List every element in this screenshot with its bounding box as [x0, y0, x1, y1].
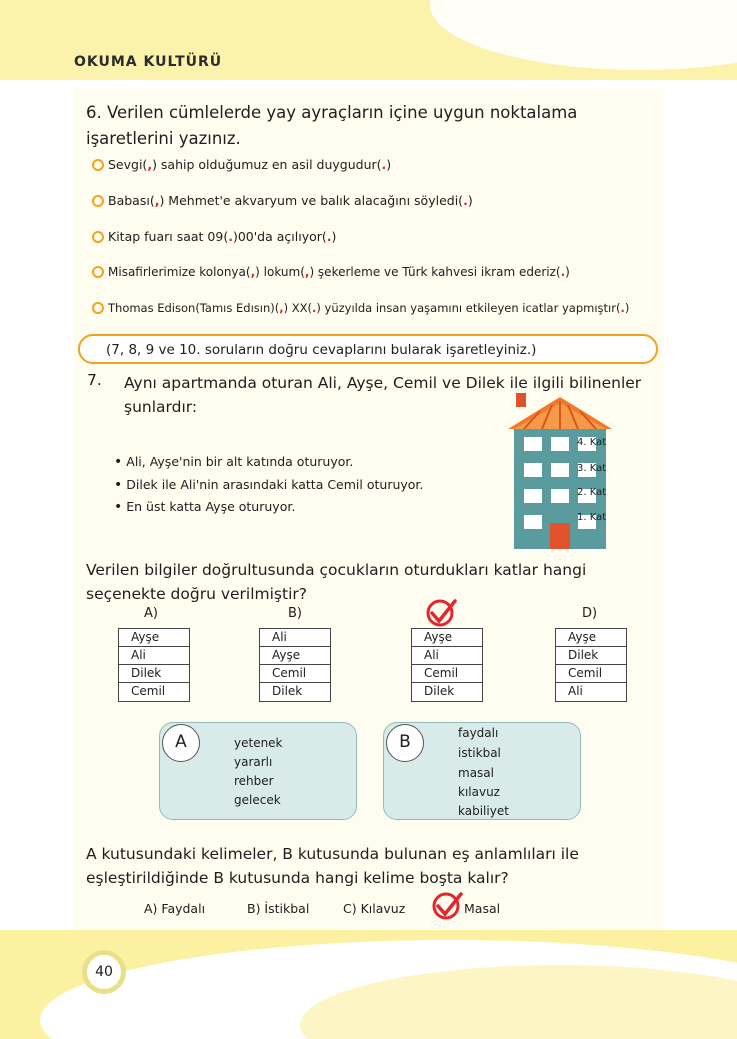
section-title: OKUMA KULTÜRÜ [74, 54, 223, 70]
correct-answer-check-icon [424, 598, 460, 628]
choice-c[interactable]: C) Kılavuz [343, 901, 406, 916]
q6-item: Sevgi( , ) sahip olduğumuz en asil duygudur( . ) [92, 157, 391, 172]
floor-label-1: 1. Kat [577, 512, 607, 523]
option-a-table[interactable]: Ayşe Ali Dilek Cemil [118, 628, 190, 702]
box-b-word: kabiliyet [458, 804, 509, 818]
box-a-word: yararlı [234, 755, 273, 769]
floor-label-3: 3. Kat [577, 463, 607, 474]
answer-mark: . [326, 229, 332, 244]
option-d-letter: D) [582, 606, 598, 621]
answer-mark: . [381, 157, 387, 172]
answer-mark: , [304, 265, 310, 279]
option-b-letter: B) [288, 606, 302, 621]
box-a-word: rehber [234, 774, 274, 788]
floor-label-2: 2. Kat [577, 487, 607, 498]
box-a-word: yetenek [234, 736, 283, 750]
choice-b[interactable]: B) İstikbal [247, 901, 310, 916]
answer-mark: , [147, 157, 153, 172]
fact-item: • En üst katta Ayşe oturuyor. [114, 499, 295, 515]
choice-a[interactable]: A) Faydalı [144, 901, 206, 916]
answer-mark: , [250, 265, 256, 279]
answer-mark: . [620, 301, 625, 315]
floor-label-4: 4. Kat [577, 437, 607, 448]
fact-item: • Dilek ile Ali'nin arasındaki katta Cemil oturuyor. [114, 477, 423, 493]
box-b-word: faydalı [458, 726, 499, 740]
bullet-ring-icon [92, 302, 104, 314]
box-b-word: masal [458, 766, 494, 780]
option-b-table[interactable]: Ali Ayşe Cemil Dilek [259, 628, 331, 702]
page-number: 40 [82, 950, 126, 994]
bullet-ring-icon [92, 266, 104, 278]
answer-mark: , [279, 301, 284, 315]
instruction-text: (7, 8, 9 ve 10. soruların doğru cevaplarını bularak işaretleyiniz.) [106, 342, 537, 358]
question-7-number: 7. [87, 371, 102, 389]
bullet-ring-icon [92, 231, 104, 243]
q6-item: Babası( , ) Mehmet'e akvaryum ve balık alacağını söyledi( . ) [92, 193, 473, 208]
answer-mark: . [463, 193, 468, 208]
question-7-prompt: Verilen bilgiler doğrultusunda çocukların oturdukları katlar hangi seçenekte doğru verilmiştir? [86, 561, 587, 603]
q6-item: Misafirlerimize kolonya( , ) lokum( , ) şekerleme ve Türk kahvesi ikram ederiz( . ) [92, 265, 570, 279]
box-b-word: istikbal [458, 746, 501, 760]
instruction-box [78, 334, 658, 364]
fact-item: • Ali, Ayşe'nin bir alt katında oturuyor. [114, 454, 353, 470]
bullet-ring-icon [92, 159, 104, 171]
box-b-badge: B [386, 724, 424, 762]
question-7-intro: Aynı apartmanda oturan Ali, Ayşe, Cemil ve Dilek ile ilgili bilinenler şunlardır: [124, 374, 642, 416]
answer-mark: . [560, 265, 566, 279]
option-c-table[interactable]: Ayşe Ali Cemil Dilek [411, 628, 483, 702]
box-a-badge: A [162, 724, 200, 762]
choice-d[interactable]: Masal [464, 901, 501, 916]
q6-item: Thomas Edison(Tamıs Edısın)( , ) XX( . ) yüzyılda insan yaşamını etkileyen icatlar yapmıştır( . ) [92, 301, 629, 315]
bullet-ring-icon [92, 195, 104, 207]
box-b-word: kılavuz [458, 785, 500, 799]
option-a-letter: A) [144, 606, 158, 621]
correct-answer-check-icon [430, 891, 466, 921]
option-d-table[interactable]: Ayşe Dilek Cemil Ali [555, 628, 627, 702]
answer-mark: , [154, 193, 160, 208]
question-6-title: 6. Verilen cümlelerde yay ayraçların içine uygun noktalama işaretlerini yazınız. [86, 103, 578, 148]
answer-mark: . [312, 301, 317, 315]
box-a-word: gelecek [234, 793, 281, 807]
q6-item: Kitap fuarı saat 09( . )00'da açılıyor( . ) [92, 229, 336, 244]
question-8-prompt: A kutusundaki kelimeler, B kutusunda bulunan eş anlamlıları ile eşleştirildiğinde B kutusunda hangi kelime boşta kalır? [86, 845, 579, 887]
answer-mark: . [228, 229, 233, 244]
